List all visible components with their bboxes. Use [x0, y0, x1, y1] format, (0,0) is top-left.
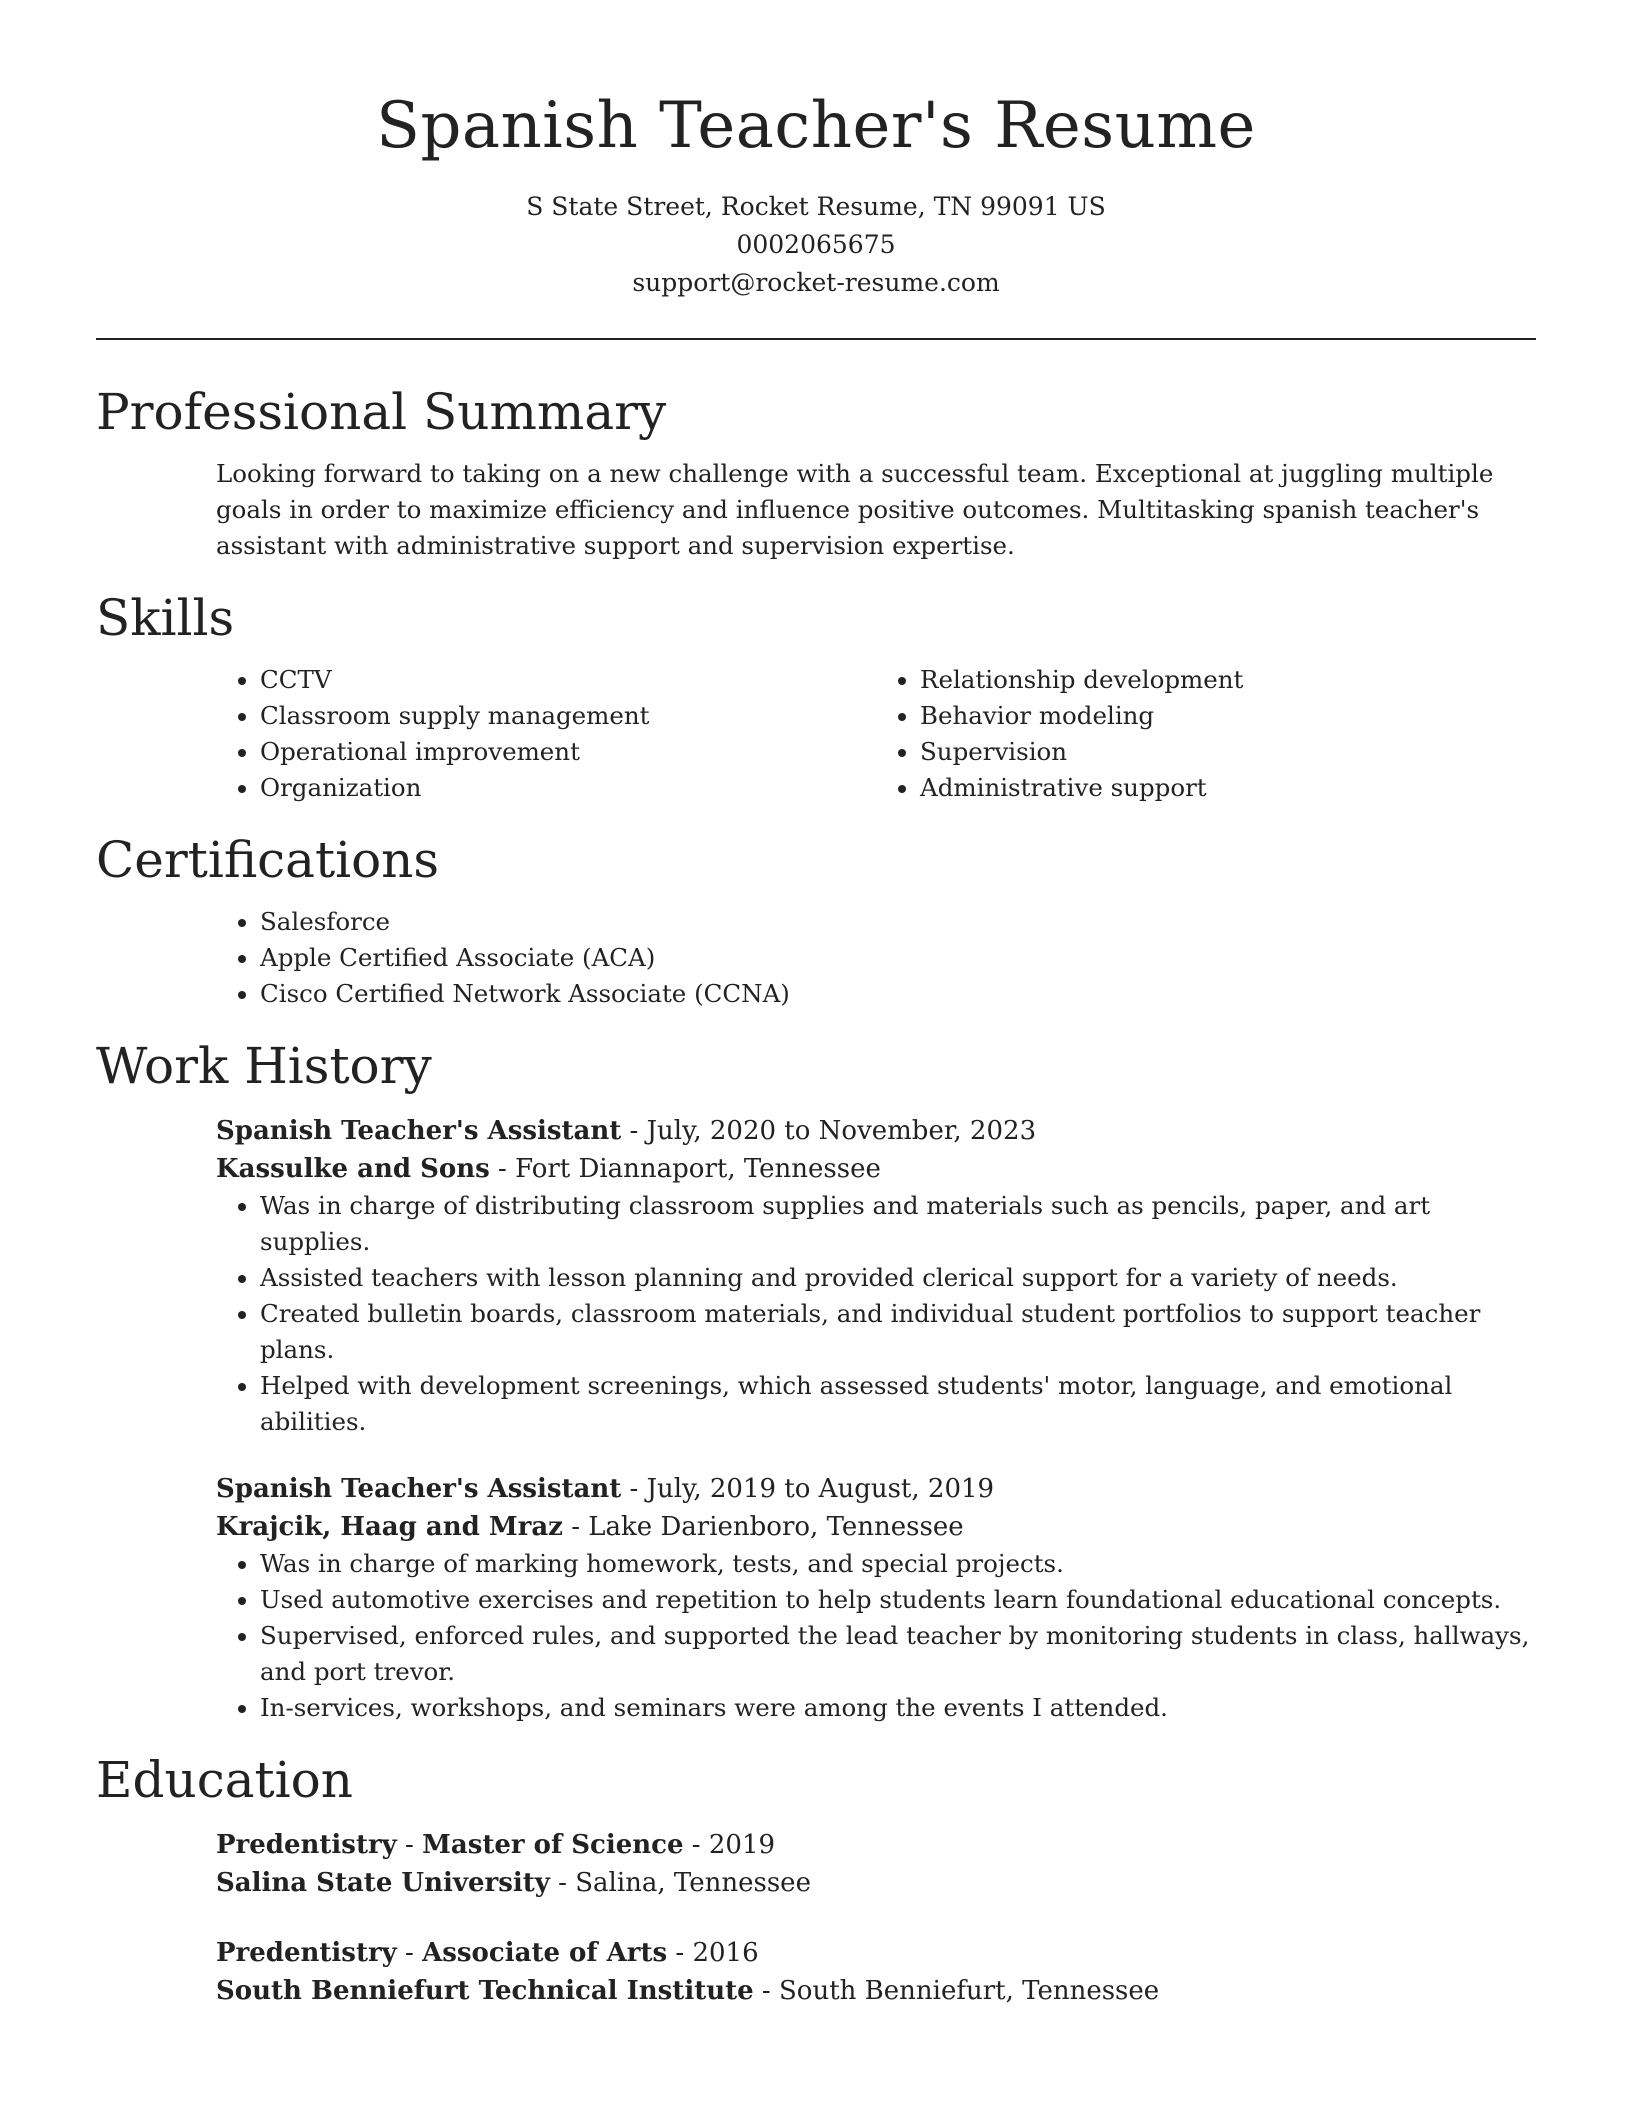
job-company: Kassulke and Sons: [216, 1154, 490, 1184]
education-field: Predentistry: [216, 1830, 397, 1860]
job-entry: [96, 1112, 1536, 1440]
job-duty: • Supervised, enforced rules, and supported the lead teacher by monitoring students in class, hallways, and port trevor.: [260, 1618, 1536, 1690]
work-history-heading: Work History: [96, 1037, 432, 1095]
resume-title: Spanish Teacher's Resume: [376, 89, 1256, 163]
skills-section: [96, 586, 1536, 806]
education-school-line: [216, 1972, 1536, 2010]
header-divider: [96, 338, 1536, 340]
education-degree-line: [216, 1826, 1536, 1864]
certifications-section: [96, 828, 1536, 1012]
job-location: Fort Diannaport, Tennessee: [515, 1154, 881, 1184]
summary-section: [96, 380, 1536, 564]
education-year: 2019: [708, 1830, 776, 1860]
job-role: Spanish Teacher's Assistant: [216, 1116, 622, 1146]
skills-list-left: [216, 662, 876, 806]
skill-item: • Organization: [260, 770, 876, 806]
skills-column-left: [216, 662, 876, 806]
education-degree: Master of Science: [422, 1830, 684, 1860]
job-title-line: [216, 1470, 1536, 1508]
separator: -: [396, 1830, 423, 1860]
job-duties: [216, 1546, 1536, 1726]
certifications-list-wrap: [96, 904, 1536, 1012]
job-duty: • Used automotive exercises and repetition to help students learn foundational educational concepts.: [260, 1582, 1536, 1618]
contact-info: [96, 188, 1536, 302]
certification-item: • Salesforce: [260, 904, 1536, 940]
email: support@rocket-resume.com: [632, 268, 1000, 297]
education-heading: Education: [96, 1751, 353, 1809]
skills-column-right: [876, 662, 1536, 806]
certification-item: • Cisco Certified Network Associate (CCNA): [260, 976, 1536, 1012]
skills-grid: [96, 662, 1536, 806]
separator: -: [753, 1976, 779, 2006]
education-degree-line: [216, 1934, 1536, 1972]
phone: 0002065675: [736, 230, 896, 259]
separator: -: [683, 1830, 709, 1860]
education-school: Salina State University: [216, 1868, 550, 1898]
separator: -: [562, 1512, 589, 1542]
job-duty: • In-services, workshops, and seminars were among the events I attended.: [260, 1690, 1536, 1726]
job-duty: • Was in charge of marking homework, tests, and special projects.: [260, 1546, 1536, 1582]
job-company: Krajcik, Haag and Mraz: [216, 1512, 563, 1542]
education-field: Predentistry: [216, 1938, 397, 1968]
certifications-heading: Certifications: [96, 831, 440, 889]
job-dates: July, 2020 to November, 2023: [646, 1116, 1037, 1146]
education-school: South Benniefurt Technical Institute: [216, 1976, 754, 2006]
separator: -: [489, 1154, 516, 1184]
education-year: 2016: [692, 1938, 759, 1968]
education-entry: [96, 1934, 1536, 2010]
job-company-line: [216, 1508, 1536, 1546]
education-degree: Associate of Arts: [422, 1938, 668, 1968]
skills-list-right: [876, 662, 1536, 806]
education-entry: [96, 1826, 1536, 1902]
education-school-line: [216, 1864, 1536, 1902]
separator: -: [549, 1868, 576, 1898]
separator: -: [667, 1938, 693, 1968]
skill-item: • Classroom supply management: [260, 698, 876, 734]
job-role: Spanish Teacher's Assistant: [216, 1474, 622, 1504]
summary-heading: Professional Summary: [96, 383, 667, 441]
skill-item: • Behavior modeling: [920, 698, 1536, 734]
skill-item: • Supervision: [920, 734, 1536, 770]
job-duty: • Helped with development screenings, which assessed students' motor, language, and emotional abilities.: [260, 1368, 1536, 1440]
work-history-section: [96, 1034, 1536, 1726]
job-duty: • Assisted teachers with lesson planning and provided clerical support for a variety of needs.: [260, 1260, 1536, 1296]
job-title-line: [216, 1112, 1536, 1150]
skills-heading: Skills: [96, 589, 235, 647]
separator: -: [621, 1116, 647, 1146]
summary-text: Looking forward to taking on a new challenge with a successful team. Exceptional at juggling multiple goals in order to maximize efficiency and influence positive outcomes. Multitasking spanish teacher's assistant with administrative support and supervision expertise.: [216, 459, 1494, 560]
separator: -: [396, 1938, 423, 1968]
job-duty: • Was in charge of distributing classroom supplies and materials such as pencils, paper, and art supplies.: [260, 1188, 1536, 1260]
job-location: Lake Darienboro, Tennessee: [588, 1512, 964, 1542]
job-duties: [216, 1188, 1536, 1440]
job-company-line: [216, 1150, 1536, 1188]
skill-item: • CCTV: [260, 662, 876, 698]
resume-header: [96, 0, 1536, 302]
education-location: Salina, Tennessee: [575, 1868, 811, 1898]
address: S State Street, Rocket Resume, TN 99091 US: [526, 192, 1106, 221]
job-duty: • Created bulletin boards, classroom materials, and individual student portfolios to support teacher plans.: [260, 1296, 1536, 1368]
education-location: South Benniefurt, Tennessee: [779, 1976, 1160, 2006]
certification-item: • Apple Certified Associate (ACA): [260, 940, 1536, 976]
job-dates: July, 2019 to August, 2019: [646, 1474, 995, 1504]
skill-item: • Operational improvement: [260, 734, 876, 770]
certifications-list: [216, 904, 1536, 1012]
skill-item: • Relationship development: [920, 662, 1536, 698]
separator: -: [621, 1474, 647, 1504]
skill-item: • Administrative support: [920, 770, 1536, 806]
education-section: [96, 1748, 1536, 2010]
job-entry: [96, 1470, 1536, 1726]
